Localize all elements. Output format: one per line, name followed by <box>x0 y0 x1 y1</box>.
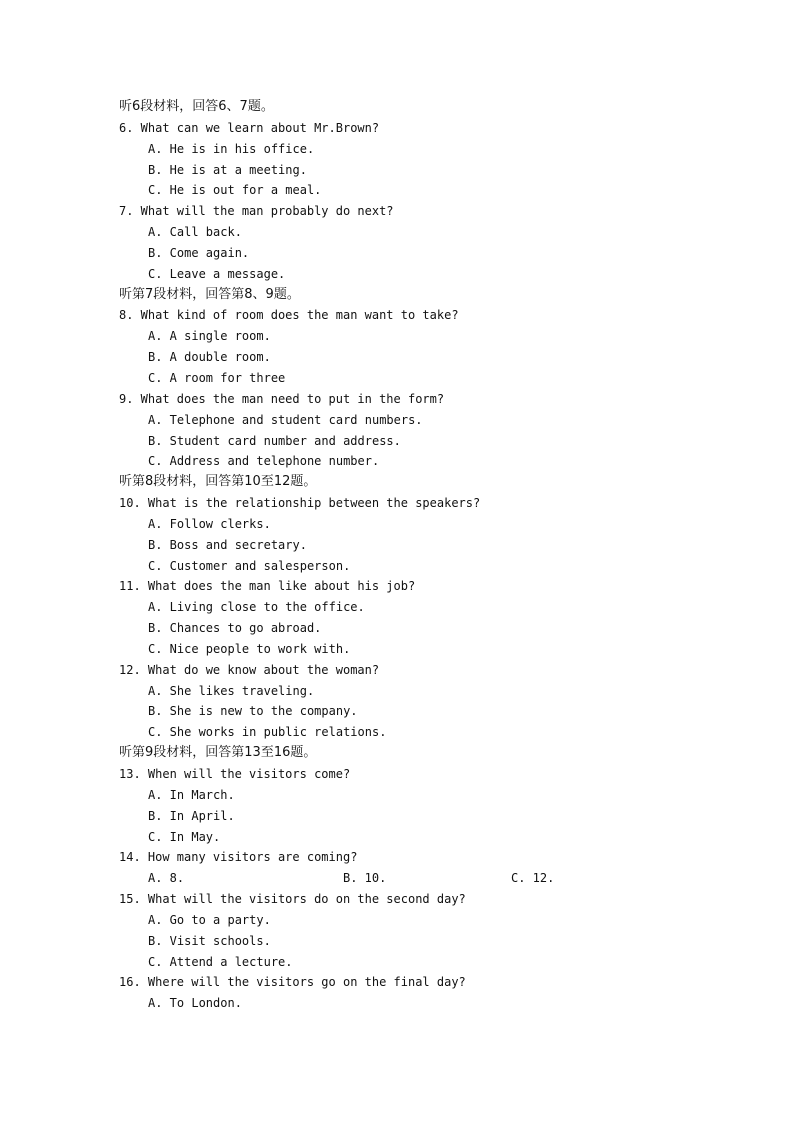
question-text: 9. What does the man need to put in the form? <box>119 391 445 406</box>
question-text: 7. What will the man probably do next? <box>119 204 394 219</box>
answer-option: A. Telephone and student card numbers. <box>148 412 423 427</box>
answer-option: A. He is in his office. <box>148 141 315 156</box>
question-text: 12. What do we know about the woman? <box>119 662 380 677</box>
listening-section <box>119 97 719 1014</box>
answer-option: C. Nice people to work with. <box>148 641 351 656</box>
answer-option: C. Customer and salesperson. <box>148 558 351 573</box>
question-text: 15. What will the visitors do on the second day? <box>119 892 466 907</box>
answer-option: C. She works in public relations. <box>148 725 387 740</box>
answer-option: A. To London. <box>148 996 242 1011</box>
section-header: 听第9段材料，回答第13至16题。 <box>119 745 317 761</box>
answer-option: C. Leave a message. <box>148 266 286 281</box>
answer-option: A. Call back. <box>148 225 242 240</box>
answer-option: A. A single room. <box>148 329 271 344</box>
answer-option: A. Go to a party. <box>148 912 271 927</box>
answer-option: C. Attend a lecture. <box>148 954 293 969</box>
answer-option: C. He is out for a meal. <box>148 183 322 198</box>
answer-option: A. In March. <box>148 787 235 802</box>
question-text: 13. When will the visitors come? <box>119 767 351 781</box>
answer-option: B. Boss and secretary. <box>148 537 307 552</box>
answer-option: B. Come again. <box>148 245 250 260</box>
question-text: 8. What kind of room does the man want to take? <box>119 308 459 323</box>
inline-options-row <box>119 868 719 889</box>
answer-option: B. Student card number and address. <box>148 433 401 448</box>
question-text: 14. How many visitors are coming? <box>119 850 358 865</box>
answer-option: B. Chances to go abroad. <box>148 621 322 636</box>
answer-option: B. In April. <box>148 808 235 823</box>
section-header: 听第8段材料，回答第10至12题。 <box>119 474 317 490</box>
question-text: 6. What can we learn about Mr.Brown? <box>119 120 380 135</box>
answer-option: C. Address and telephone number. <box>148 454 380 469</box>
question-text: 10. What is the relationship between the speakers? <box>119 496 481 511</box>
answer-option: A. Living close to the office. <box>148 600 365 615</box>
question-text: 11. What does the man like about his job? <box>119 579 416 594</box>
question-text: 16. Where will the visitors go on the final day? <box>119 975 466 990</box>
section-header: 听第7段材料，回答第8、9题。 <box>119 286 300 302</box>
answer-option: B. He is at a meeting. <box>148 162 307 177</box>
answer-option: C. In May. <box>148 829 221 844</box>
section-header: 听6段材料，回答6、7题。 <box>119 99 274 114</box>
answer-option: C. 12. <box>511 871 555 886</box>
answer-option: B. 10. <box>343 871 387 886</box>
answer-option: A. She likes traveling. <box>148 683 315 698</box>
answer-option: A. 8. <box>148 871 185 886</box>
answer-option: C. A room for three <box>148 370 286 385</box>
answer-option: B. Visit schools. <box>148 933 271 948</box>
answer-option: B. A double room. <box>148 350 271 365</box>
answer-option: A. Follow clerks. <box>148 516 271 531</box>
answer-option: B. She is new to the company. <box>148 704 358 719</box>
